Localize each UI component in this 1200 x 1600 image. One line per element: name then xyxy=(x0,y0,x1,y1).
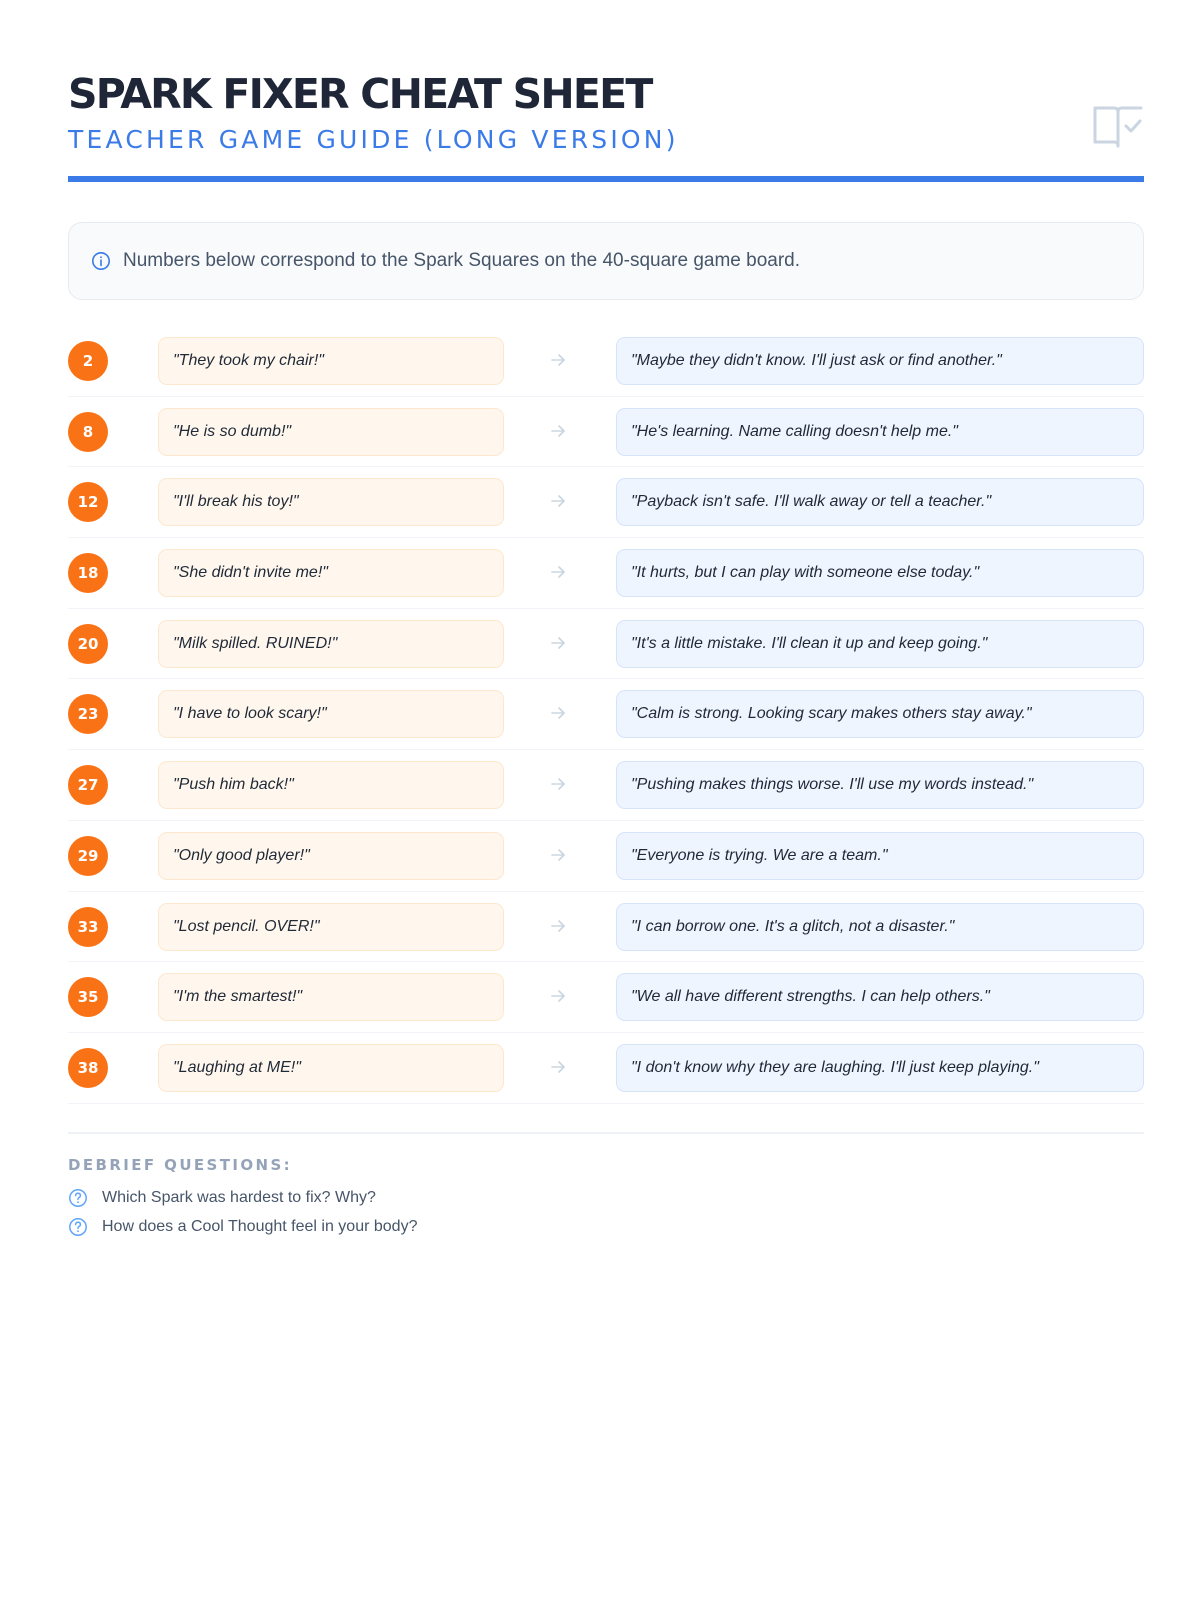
spark-row xyxy=(68,609,1144,680)
arrow-right-icon xyxy=(548,421,568,441)
spark-thought: "I have to look scary!" xyxy=(158,690,504,738)
arrow-right-icon xyxy=(548,703,568,723)
cool-thought: "Everyone is trying. We are a team." xyxy=(616,832,1144,880)
cool-thought: "Payback isn't safe. I'll walk away or tell a teacher." xyxy=(616,478,1144,526)
debrief-question-text: How does a Cool Thought feel in your body? xyxy=(102,1218,418,1236)
debrief-question-text: Which Spark was hardest to fix? Why? xyxy=(102,1189,376,1207)
square-number-badge: 29 xyxy=(68,836,108,876)
arrow-right-icon xyxy=(548,633,568,653)
spark-row xyxy=(68,892,1144,963)
spark-row xyxy=(68,1033,1144,1104)
spark-thought: "She didn't invite me!" xyxy=(158,549,504,597)
spark-thought: "Laughing at ME!" xyxy=(158,1044,504,1092)
cool-thought: "We all have different strengths. I can help others." xyxy=(616,973,1144,1021)
spark-thought: "I'll break his toy!" xyxy=(158,478,504,526)
square-number-badge: 8 xyxy=(68,412,108,452)
spark-row xyxy=(68,962,1144,1033)
square-number-badge: 33 xyxy=(68,907,108,947)
square-number-badge: 20 xyxy=(68,624,108,664)
header xyxy=(68,0,1144,182)
debrief-question xyxy=(68,1184,1144,1213)
spark-row xyxy=(68,538,1144,609)
spark-row xyxy=(68,467,1144,538)
arrow-right-icon xyxy=(548,845,568,865)
square-number-badge: 18 xyxy=(68,553,108,593)
arrow-right-icon xyxy=(548,774,568,794)
spark-thought: "I'm the smartest!" xyxy=(158,973,504,1021)
spark-row xyxy=(68,397,1144,468)
page-title: SPARK FIXER CHEAT SHEET xyxy=(68,70,652,118)
arrow-right-icon xyxy=(548,916,568,936)
square-number-badge: 23 xyxy=(68,694,108,734)
square-number-badge: 27 xyxy=(68,765,108,805)
arrow-right-icon xyxy=(548,562,568,582)
spark-thought: "Only good player!" xyxy=(158,832,504,880)
cool-thought: "Maybe they didn't know. I'll just ask or find another." xyxy=(616,337,1144,385)
arrow-right-icon xyxy=(548,1057,568,1077)
page-subtitle: TEACHER GAME GUIDE (LONG VERSION) xyxy=(68,125,679,154)
arrow-right-icon xyxy=(548,350,568,370)
spark-row xyxy=(68,821,1144,892)
spark-thought: "Push him back!" xyxy=(158,761,504,809)
debrief-question xyxy=(68,1213,1144,1242)
square-number-badge: 2 xyxy=(68,341,108,381)
section-divider xyxy=(68,1132,1144,1134)
cool-thought: "It's a little mistake. I'll clean it up and keep going." xyxy=(616,620,1144,668)
cool-thought: "It hurts, but I can play with someone else today." xyxy=(616,549,1144,597)
spark-thought: "They took my chair!" xyxy=(158,337,504,385)
spark-thought: "Lost pencil. OVER!" xyxy=(158,903,504,951)
info-text: Numbers below correspond to the Spark Squares on the 40-square game board. xyxy=(123,250,801,271)
spark-rows xyxy=(68,326,1144,1104)
debrief-questions xyxy=(68,1184,1144,1242)
spark-thought: "Milk spilled. RUINED!" xyxy=(158,620,504,668)
spark-row xyxy=(68,326,1144,397)
cool-thought: "Pushing makes things worse. I'll use my words instead." xyxy=(616,761,1144,809)
arrow-right-icon xyxy=(548,491,568,511)
spark-thought: "He is so dumb!" xyxy=(158,408,504,456)
cool-thought: "Calm is strong. Looking scary makes others stay away." xyxy=(616,690,1144,738)
cheat-sheet-page xyxy=(68,0,1144,1242)
book-check-icon xyxy=(1092,104,1144,150)
spark-row xyxy=(68,750,1144,821)
info-banner xyxy=(68,222,1144,300)
arrow-right-icon xyxy=(548,986,568,1006)
square-number-badge: 38 xyxy=(68,1048,108,1088)
square-number-badge: 35 xyxy=(68,977,108,1017)
info-icon xyxy=(91,251,111,271)
cool-thought: "I can borrow one. It's a glitch, not a disaster." xyxy=(616,903,1144,951)
cool-thought: "He's learning. Name calling doesn't help me." xyxy=(616,408,1144,456)
question-circle-icon xyxy=(68,1217,88,1237)
debrief-title: DEBRIEF QUESTIONS: xyxy=(68,1155,293,1174)
spark-row xyxy=(68,679,1144,750)
square-number-badge: 12 xyxy=(68,482,108,522)
cool-thought: "I don't know why they are laughing. I'll just keep playing." xyxy=(616,1044,1144,1092)
question-circle-icon xyxy=(68,1188,88,1208)
